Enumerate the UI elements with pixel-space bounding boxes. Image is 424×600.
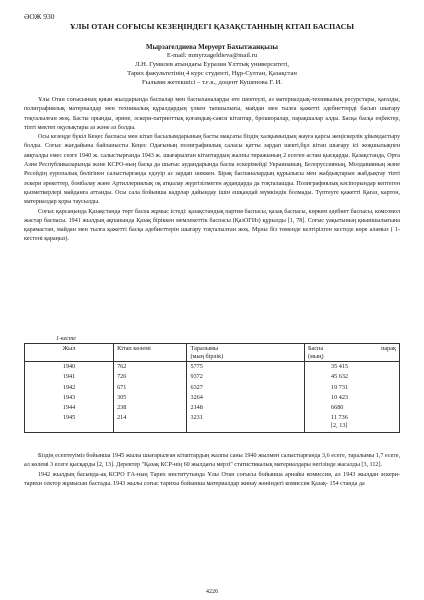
table-row — [25, 413, 400, 432]
header-copies: Таралымы (мың бірлік) — [187, 344, 305, 362]
cell-pages: 10 423 — [305, 393, 400, 403]
header-pages: Баспа парақ (мың) — [305, 344, 400, 362]
author-affiliation-1: Л.Н. Гумилев атындағы Еуразия Ұлттық университеті, — [134, 61, 290, 68]
table-row — [25, 362, 400, 373]
scientific-supervisor: Ғылыми жетекшісі – т.ғ.к., доцент Кушенова Г. И. — [141, 79, 283, 86]
paragraph-intro: Ұлы Отан соғысының қиын жылдарында баспалар мен баспаханаларды өте шектеулі, аз материалдық-техникалық ресурстары, қағазды, полиграфиялық материалдар мен техникалық құралдардың үлкен тапшылығы, майдан мен тылға қажетті әдебиеттерді басып шығару тоқталылған жоқ. Басты орынды, әрине, әскери-патриоттық қоғамдық-саяси кітаптар, брошюралар, парақшалар алды. Басқа басқа еңбектер, тіпті мектеп оқулықтары аз және аз болды. — [24, 97, 400, 131]
cell-year: 1942 — [25, 383, 114, 393]
cell-books: 671 — [114, 383, 187, 393]
cell-pages: 35 415 — [305, 362, 400, 373]
table-row — [25, 403, 400, 413]
cell-pages: 45 632 — [305, 372, 400, 382]
cell-copies: 6327 — [187, 383, 305, 393]
table-row — [25, 393, 400, 403]
header-year: Жыл — [25, 344, 114, 362]
cell-books: 305 — [114, 393, 187, 403]
cell-year: 1941 — [25, 372, 114, 382]
cell-books: 726 — [114, 372, 187, 382]
cell-books: 762 — [114, 362, 187, 373]
cell-year: 1945 — [25, 413, 114, 432]
header-books: Кітап көлемі — [114, 344, 187, 362]
cell-pages: 6680 — [305, 403, 400, 413]
cell-copies: 2148 — [187, 403, 305, 413]
table-header-row — [25, 344, 400, 362]
cell-year: 1940 — [25, 362, 114, 373]
paragraph-summary: Біздің есептеуіміз бойынша 1945 жылы шығарылған кітаптардың жалпы саны 1940 жылмен салыстырғанда 3,6 есеге, таралымы 1,7 есеге, ал көлемі 3 есеге қысқарды [2, 13]. Деректер "Қазақ КСР-нің 60 жылдағы мерзі" статистикалық материалдары негізінде жасалды [3, 112]. — [24, 453, 400, 469]
cell-copies: 9372 — [187, 372, 305, 382]
author-name: Мырзагелдиева Меруерт Бахытжанқызы — [145, 43, 278, 51]
cell-books: 238 — [114, 403, 187, 413]
cell-year: 1944 — [25, 403, 114, 413]
statistics-table — [24, 343, 400, 433]
page-number: 4226 — [205, 588, 219, 595]
table-label: 1-кесте — [56, 336, 76, 342]
paragraph-commission: 1942 жылдың басында-ақ КСРО ҒА-ның Тарих институтында Ұлы Отан соғысы бойынша арнайы комиссия, ал 1943 жылдан әскери-тарихи сектор жұмысын бастады. 1943 жылы соғыс тарихы бойынша материалдар жинау жөніндегі комиссия Қазақ- 154 станда да — [24, 471, 400, 487]
table-reference: [2, 13] — [331, 422, 348, 430]
table-row — [25, 383, 400, 393]
cell-pages: 11 736 [2, 13] — [305, 413, 400, 432]
cell-copies: 3231 — [187, 413, 305, 432]
body-section-1 — [24, 96, 400, 245]
paragraph-publishing: Осы кезеңде бүкіл Кеңес баспасы мен кітап басылымдарының басты мақсаты біздің халқымыздың жауға қарсы жеңіскерлік ұйымдастыру болды. Соғыс жағдайына байланысты Кеңес Одағының полиграфиялық саласы қатты зардап шекті,бұл кітап шығару ісі жоқшылықпен аяқталды емес сөзге 1940 ж. салыстырғанда 1943 ж. шығарылған кітаптардың жалпы тиражының 2 есеген астам қысқарды. Қазақстанда, Орта Азия Республикаларында және КСРО-ның басқа да шығыс аудандарында баспа ескерімейді Украинаның, Белоруссияның, Молдавияның және Ресейдің еуропалық бөлігінен салыстырғанда едәуір аз зардап шеккен. Бірақ баспаналардың құрылысы мен жабдықтарын жабдықтау тіпті әскери әрекеттер, бомбалау және Артиллериялық оқ атқылау жүргізілмеген аудандарда да тоқталашды. Полиграфиялық кәсіпорындар кептеген қызметкерлері майданға аттанды. Осы сала бойынша кадрлар дайындау ішін ешқандай мүмкіндік болмады. Түптеуге қажетті Қағаз, картон, материалдар қоры таусылды. — [24, 134, 400, 206]
cell-copies: 3264 — [187, 393, 305, 403]
table-row — [25, 372, 400, 382]
cell-copies: 5775 — [187, 362, 305, 373]
paper-title: ҰЛЫ ОТАН СОҒЫСЫ КЕЗЕҢІНДЕГІ ҚАЗАҚСТАННЫҢ КІТАП БАСПАСЫ — [69, 22, 355, 31]
paragraph-publishers: Соғыс қарсаңында Қазақстанда төрт баспа жұмыс істеді: қазақстандық партия баспасы, қазақ баспасы, көркем әдебиет баспасы, комсомол жастар баспасы. 1941 жылдың ақпанында Қазақ біріккен мемлекеттік баспасы (ҚазОГИз) құрылды [1, 78]. Соғыс уақытының қиыншылығына қарамастан, майдан мен тылға қажетті басқа әдебиеттерін шығару тоқталылған жоқ. Мұны біз төменде келтірілген кестеде көре аламыз ( 1- кестені қараңыз). — [24, 208, 400, 243]
body-section-2 — [24, 452, 400, 489]
cell-books: 214 — [114, 413, 187, 432]
cell-year: 1943 — [25, 393, 114, 403]
udc-code: ӘОЖ 930 — [24, 12, 55, 21]
cell-pages: 19 731 — [305, 383, 400, 393]
author-affiliation-2: Тарих факультетінің 4 курс студенті, Нұр-Султан, Қазақстан — [127, 70, 297, 77]
author-email: E-mail: mmyrzageldieva@mail.ru — [166, 52, 258, 59]
